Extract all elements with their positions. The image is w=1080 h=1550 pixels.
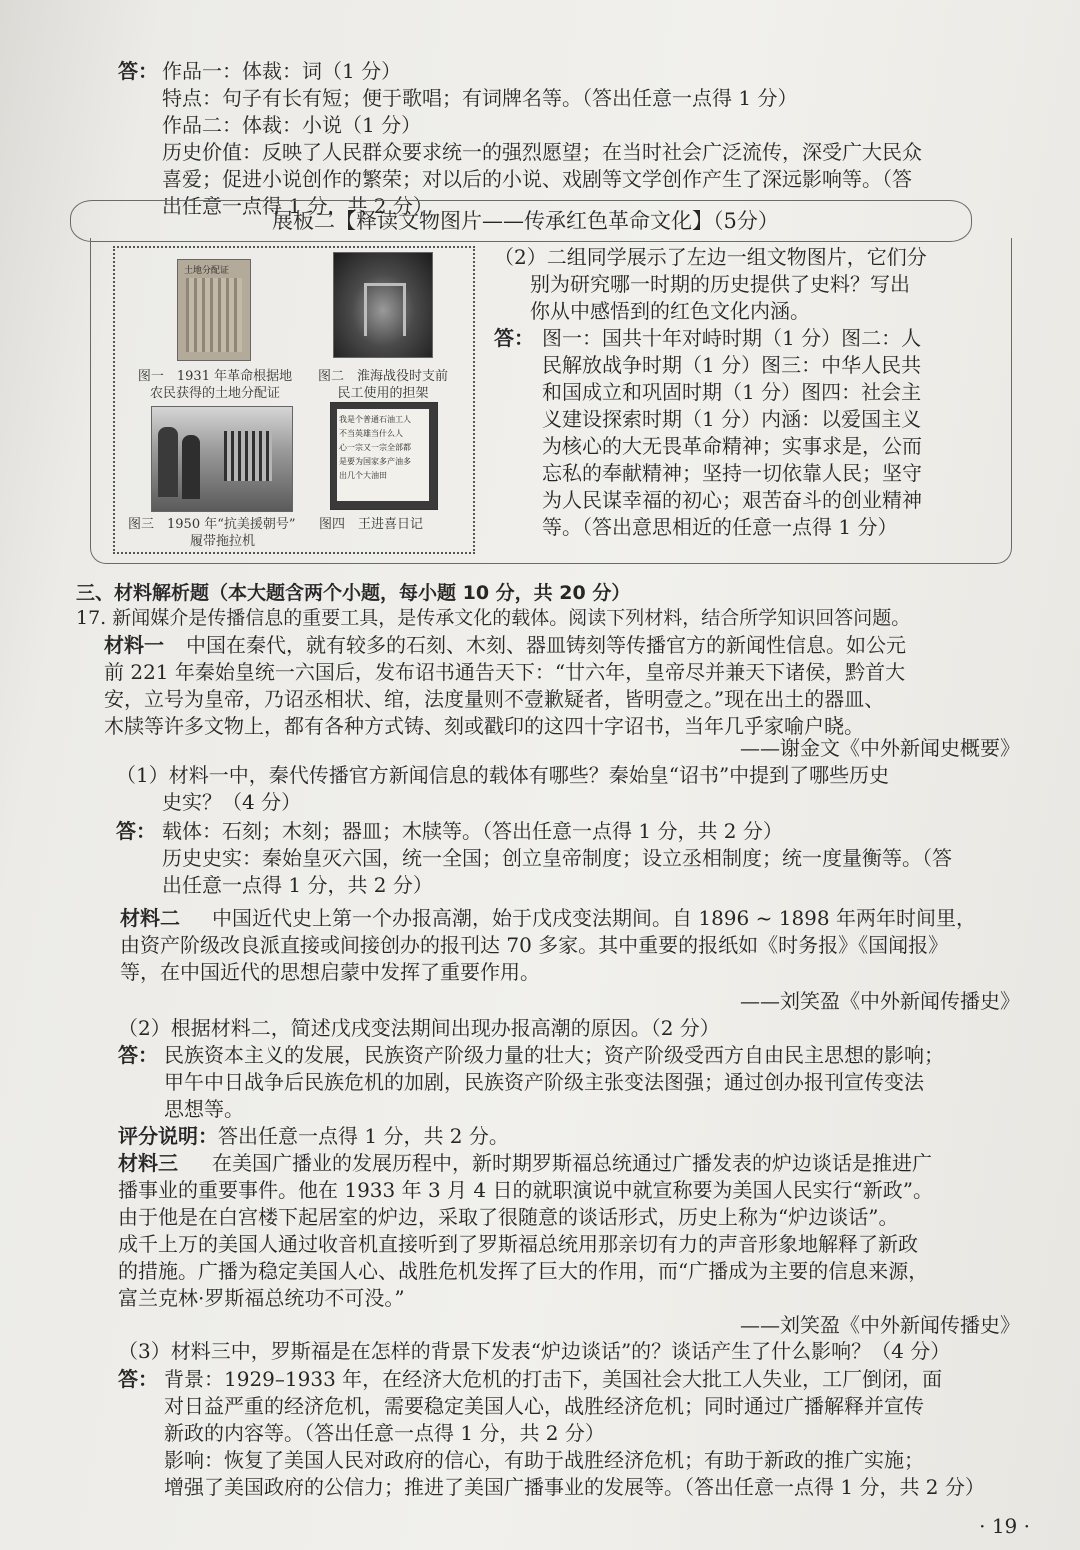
answer-line: 思想等。 [164,1097,244,1121]
figure-caption: 履带拖拉机 [190,534,256,549]
answer-line: 出任意一点得 1 分，共 2 分） [162,873,433,897]
question-line: 别为研究哪一时期的历史提供了史料？写出 [530,272,910,296]
answer-line: 喜爱；促进小说创作的繁荣；对以后的小说、戏剧等文学创作产生了深远影响等。（答 [162,167,912,191]
land-certificate-image [177,259,251,361]
answer-line: 民解放战争时期（1 分）图三：中华人民共 [542,353,922,377]
figure-caption: 民工使用的担架 [337,386,429,401]
answer-line: 影响：恢复了美国人民对政府的信心，有助于战胜经济危机；有助于新政的推广实施； [164,1448,924,1472]
answer-label: 答： [118,59,158,83]
figure-caption: 图一 1931 年革命根据地 [137,369,293,384]
diary-image [330,402,438,510]
material-source: ——刘笑盈《中外新闻传播史》 [740,989,1020,1013]
material-source: ——刘笑盈《中外新闻传播史》 [740,1313,1020,1337]
diary-line: 我是个普通石油工人 [339,415,411,424]
material-line: 中国在秦代，就有较多的石刻、木刻、器皿铸刻等传播官方的新闻性信息。如公元 [186,633,906,657]
material-line: 等，在中国近代的思想启蒙中发挥了重要作用。 [120,960,540,984]
material-label: 材料二 [120,906,180,930]
material-line: 成千上万的美国人通过收音机直接听到了罗斯福总统用那亲切有力的声音形象地解释了新政 [118,1232,918,1256]
material-label: 材料三 [118,1151,178,1175]
answer-line: 义建设探索时期（1 分）内涵：以爱国主义 [542,407,922,431]
answer-label: 答： [116,819,156,843]
material-label: 材料一 [104,633,164,657]
answer-label: 答： [118,1043,158,1067]
answer-line: 和国成立和巩固时期（1 分）图四：社会主 [542,380,922,404]
answer-line: 为核心的大无畏革命精神；实事求是，公而 [542,434,922,458]
diary-line: 是要为国家多产油多 [339,457,411,466]
figure-caption: 图二 淮海战役时支前 [317,369,448,384]
material-line: 的措施。广播为稳定美国人心、战胜危机发挥了巨大的作用，而“广播成为主要的信息来源， [118,1259,929,1283]
figure-caption: 图三 1950 年“抗美援朝号” [128,517,296,532]
scoring-label: 评分说明： [118,1124,218,1148]
figure-caption: 农民获得的土地分配证 [149,386,280,401]
question-line: （2）二组同学展示了左边一组文物图片，它们分 [494,245,927,269]
answer-line: 忘私的奉献精神；坚持一切依靠人民；坚守 [542,461,922,485]
answer-line: 增强了美国政府的公信力；推进了美国广播事业的发展等。（答出任意一点得 1 分，共 2 分） [164,1475,985,1499]
answer-line: 作品二：体裁：小说（1 分） [162,113,422,137]
answer-line: 甲午中日战争后民族危机的加剧，民族资产阶级主张变法图强；通过创办报刊宣传变法 [164,1070,924,1094]
answer-line: 历史史实：秦始皇灭六国，统一全国；创立皇帝制度；设立丞相制度；统一度量衡等。（答 [162,846,952,870]
answer-line: 民族资本主义的发展，民族资产阶级力量的壮大；资产阶级受西方自由民主思想的影响； [164,1043,944,1067]
answer-line: 载体：石刻；木刻；器皿；木牍等。（答出任意一点得 1 分，共 2 分） [162,819,783,843]
question-line: 史实？（4 分） [162,790,302,814]
question-line: 你从中感悟到的红色文化内涵。 [530,299,810,323]
stretcher-image [333,252,433,358]
material-line: 由资产阶级改良派直接或间接创办的报刊达 70 多家。其中重要的报纸如《时务报》《国闻报》 [120,933,949,957]
diary-line: 不当英雄当什么人 [339,429,403,438]
material-line: 由于他是在白宫楼下起居室的炉边，采取了很随意的谈话形式，历史上称为“炉边谈话”。 [118,1205,899,1229]
material-line: 在美国广播业的发展历程中，新时期罗斯福总统通过广播发表的炉边谈话是推进广 [212,1151,932,1175]
answer-line: 图一：国共十年对峙时期（1 分）图二：人 [542,326,922,350]
material-line: 中国近代史上第一个办报高潮，始于戊戌变法期间。自 1896 ~ 1898 年两年时间里， [212,906,976,930]
certificate-header: 土地分配证 [184,266,230,276]
answer-line: 出任意一点得 1 分，共 2 分） [162,194,433,218]
page-number: · 19 · [979,1514,1030,1538]
material-line: 播事业的重要事件。他在 1933 年 3 月 4 日的就职演说中就宣称要为美国人民实行“新政”。 [118,1178,933,1202]
answer-line: 特点：句子有长有短；便于歌唱；有词牌名等。（答出任意一点得 1 分） [162,86,798,110]
figure-caption: 图四 王进喜日记 [319,517,424,532]
answer-line: 为人民谋幸福的初心；艰苦奋斗的创业精神 [542,488,922,512]
scoring-text: 答出任意一点得 1 分，共 2 分。 [218,1124,509,1148]
section-title: 三、材料解析题（本大题含两个小题，每小题 10 分，共 20 分） [76,582,631,604]
material-line: 木牍等许多文物上，都有各种方式铸、刻或戳印的这四十字诏书，当年几乎家喻户晓。 [104,714,864,738]
material-line: 前 221 年秦始皇统一六国后，发布诏书通告天下：“廿六年，皇帝尽并兼天下诸侯，黔首大 [104,660,906,684]
answer-line: 等。（答出意思相近的任意一点得 1 分） [542,515,898,539]
material-line: 富兰克林·罗斯福总统功不可没。” [118,1286,405,1310]
tractor-image [151,406,293,512]
answer-label: 答： [118,1367,158,1391]
answer-line: 对日益严重的经济危机，需要稳定美国人心，战胜经济危机；同时通过广播解释并宣传 [164,1394,924,1418]
question-stem: 17. 新闻媒介是传播信息的重要工具，是传承文化的载体。阅读下列材料，结合所学知识回答问题。 [76,607,911,629]
material-line: 安，立号为皇帝，乃诏丞相状、绾，法度量则不壹歉疑者，皆明壹之。”现在出土的器皿、 [104,687,885,711]
question-line: （1）材料一中，秦代传播官方新闻信息的载体有哪些？秦始皇“诏书”中提到了哪些历史 [116,763,890,787]
panel-title: 展板二【释读文物图片——传承红色革命文化】（5分） [272,209,779,233]
question-line: （2）根据材料二，简述戊戌变法期间出现办报高潮的原因。（2 分） [118,1016,720,1040]
answer-label: 答： [494,326,534,350]
question-line: （3）材料三中，罗斯福是在怎样的背景下发表“炉边谈话”的？谈话产生了什么影响？（4 分） [118,1339,951,1363]
diary-line: 出几个大油田 [339,471,387,480]
answer-line: 背景：1929–1933 年，在经济大危机的打击下，美国社会大批工人失业，工厂倒闭，面 [164,1367,943,1391]
material-source: ——谢金文《中外新闻史概要》 [740,736,1020,760]
answer-line: 历史价值：反映了人民群众要求统一的强烈愿望；在当时社会广泛流传，深受广大民众 [162,140,922,164]
answer-line: 作品一：体裁：词（1 分） [162,59,402,83]
answer-line: 新政的内容等。（答出任意一点得 1 分，共 2 分） [164,1421,605,1445]
diary-line: 心一宗又一宗全部都 [339,443,411,452]
